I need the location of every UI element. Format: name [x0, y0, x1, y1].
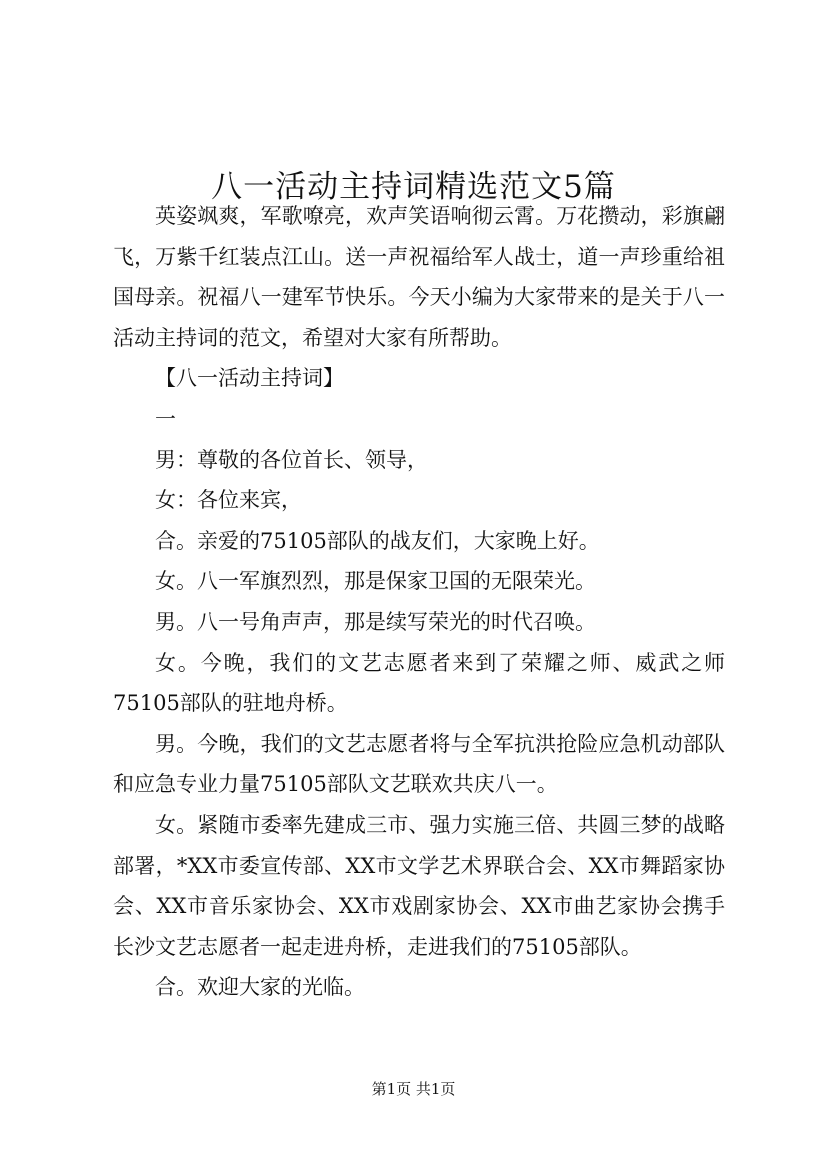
- document-title: 八一活动主持词精选范文5篇: [211, 168, 616, 205]
- paragraph-line: 女。八一军旗烈烈，那是保家卫国的无限荣光。: [155, 569, 596, 594]
- page-footer: 第1页 共1页: [371, 1080, 456, 1098]
- paragraph-section-heading: 【八一活动主持词】: [155, 366, 344, 391]
- paragraph-intro: 英姿飒爽，军歌嘹亮，欢声笑语响彻云霄。万花攒动，彩旗翩飞，万紫千红装点江山。送一声祝福给军人战士，道一声珍重给祖国母亲。祝福八一建军节快乐。今天小编为大家带来的是关于八一活动主持词的范文，希望对大家有所帮助。: [113, 204, 725, 350]
- paragraph-line: 男。八一号角声声，那是续写荣光的时代召唤。: [155, 609, 596, 634]
- paragraph-line: 合。欢迎大家的光临。: [155, 975, 365, 1000]
- paragraph-line: 男。今晚，我们的文艺志愿者将与全军抗洪抢险应急机动部队和应急专业力量75105部队文艺联欢共庆八一。: [113, 731, 725, 797]
- paragraph-section-number: 一: [155, 406, 176, 431]
- paragraph-line: 女：各位来宾，: [155, 488, 302, 513]
- paragraph-line: 女。今晚，我们的文艺志愿者来到了荣耀之师、威武之师75105部队的驻地舟桥。: [113, 650, 725, 716]
- paragraph-line: 女。紧随市委率先建成三市、强力实施三倍、共圆三梦的战略部署，*XX市委宣传部、XX市文学艺术界联合会、XX市舞蹈家协会、XX市音乐家协会、XX市戏剧家协会、XX市曲艺家协会携手长沙文艺志愿者一起走进舟桥，走进我们的75105部队。: [113, 812, 725, 959]
- paragraph-line: 男：尊敬的各位首长、领导，: [155, 447, 428, 472]
- paragraph-line: 合。亲爱的75105部队的战友们，大家晚上好。: [155, 528, 600, 553]
- document-body: [113, 196, 725, 1008]
